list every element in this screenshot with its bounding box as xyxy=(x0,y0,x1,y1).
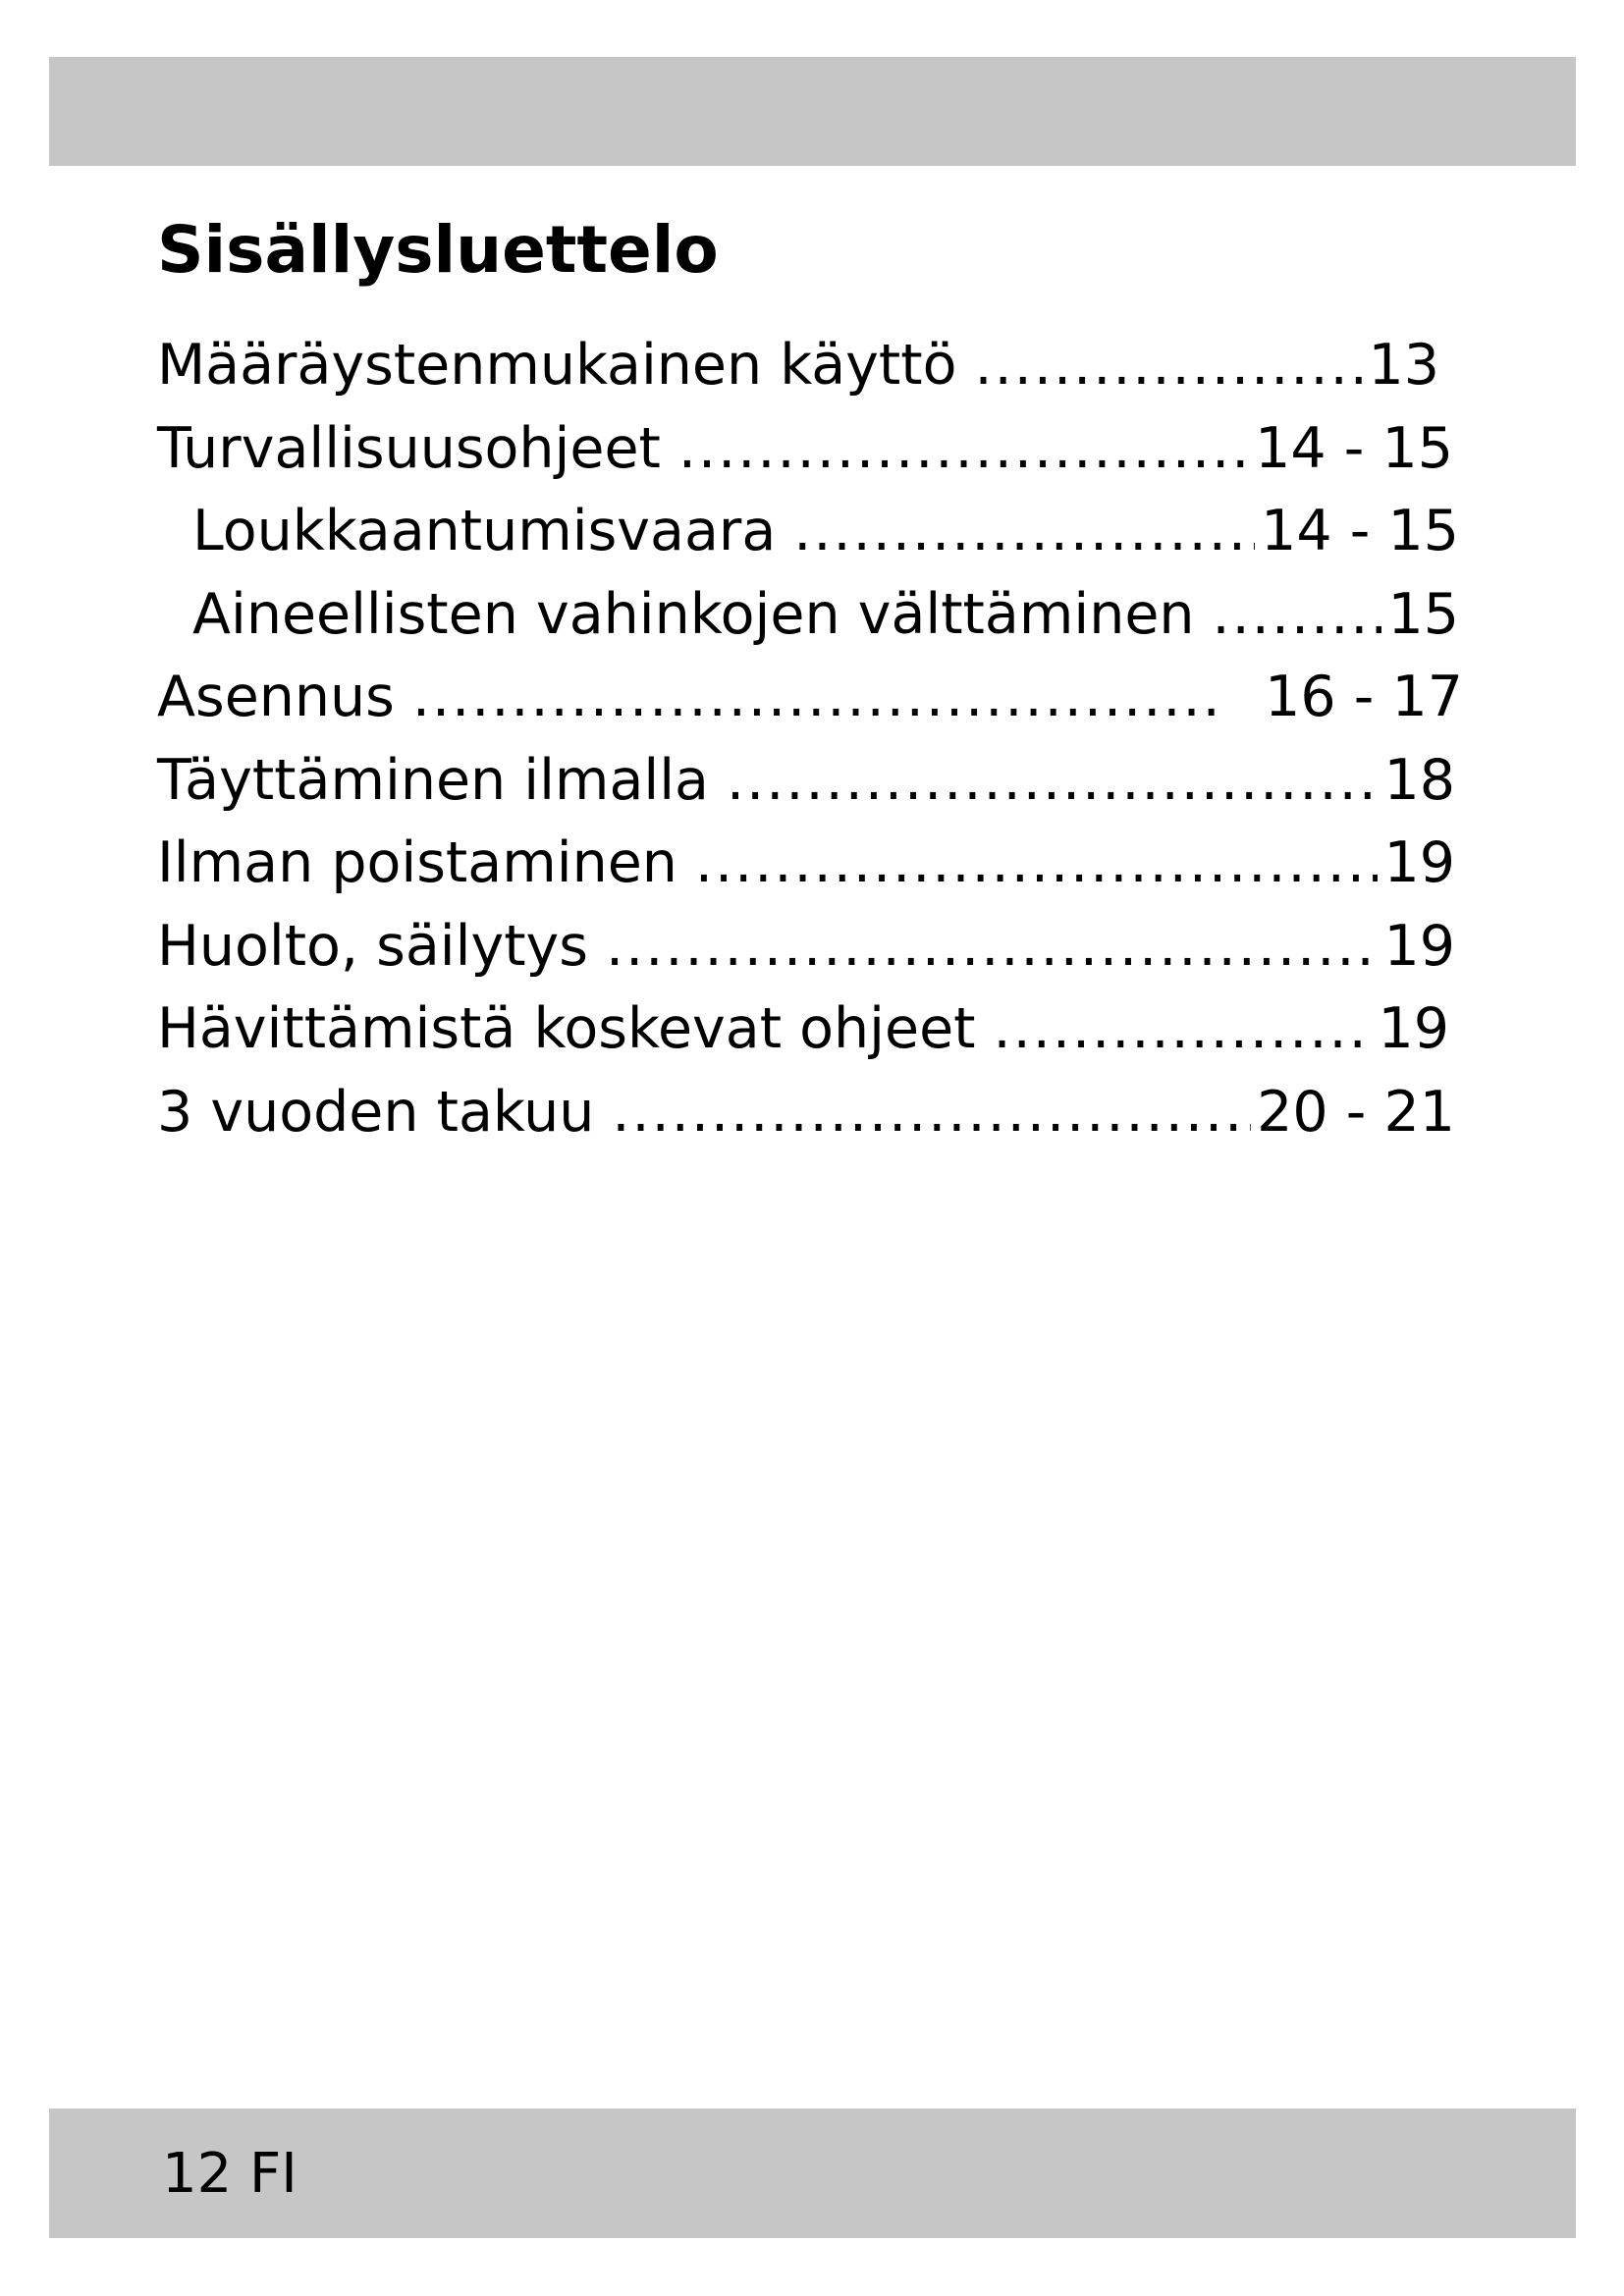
toc-leader-dots xyxy=(606,905,1379,988)
toc-entry[interactable] xyxy=(157,1071,1455,1154)
toc-entry[interactable] xyxy=(157,905,1455,988)
toc-entry-label: Hävittämistä koskevat ohjeet xyxy=(157,996,976,1061)
toc-leader-dots xyxy=(678,407,1249,491)
toc-leader-dots xyxy=(612,1071,1251,1154)
toc-entry-label: Aineellisten vahinkojen välttäminen xyxy=(192,581,1195,647)
toc-entry[interactable] xyxy=(157,324,1439,407)
toc-entry-label: Määräystenmukainen käyttö xyxy=(157,333,957,398)
toc-leader-dots xyxy=(994,988,1373,1071)
header-bar xyxy=(49,57,1576,166)
toc-entry-page: 19 xyxy=(1383,830,1455,895)
toc-entry[interactable] xyxy=(157,739,1455,823)
toc-entry-label: Täyttäminen ilmalla xyxy=(157,747,709,813)
toc-entry-page: 19 xyxy=(1378,996,1449,1061)
toc-entry-label: Turvallisuusohjeet xyxy=(157,415,661,481)
toc-entry-label: Asennus xyxy=(157,665,395,729)
table-of-contents xyxy=(157,206,1473,1153)
toc-entry[interactable] xyxy=(157,656,1463,739)
toc-entry-page: 18 xyxy=(1383,747,1455,813)
toc-leader-dots xyxy=(412,656,1227,739)
toc-list xyxy=(157,324,1473,1153)
toc-entry-label: Loukkaantumisvaara xyxy=(192,499,777,563)
toc-entry-page: 19 xyxy=(1383,913,1455,979)
toc-entry-sub[interactable] xyxy=(157,490,1459,573)
toc-entry-label: Ilman poistaminen xyxy=(157,830,677,895)
toc-entry[interactable] xyxy=(157,988,1449,1071)
toc-title: Sisällysluettelo xyxy=(157,212,719,288)
toc-entry-label: 3 vuoden takuu xyxy=(157,1079,595,1145)
toc-entry-page: 13 xyxy=(1368,333,1439,398)
toc-leader-dots xyxy=(793,490,1255,573)
toc-leader-dots xyxy=(974,324,1362,407)
toc-entry-label: Huolto, säilytys xyxy=(157,913,588,979)
toc-leader-dots xyxy=(695,822,1379,905)
toc-entry-page: 20 - 21 xyxy=(1257,1079,1455,1145)
toc-entry-page: 16 - 17 xyxy=(1265,665,1463,729)
toc-entry-sub[interactable] xyxy=(157,573,1459,657)
toc-entry[interactable] xyxy=(157,407,1453,491)
toc-entry-page: 14 - 15 xyxy=(1261,499,1459,563)
page-number: 12 FI xyxy=(162,2142,298,2206)
toc-entry-page: 14 - 15 xyxy=(1255,415,1453,481)
toc-entry[interactable] xyxy=(157,822,1455,905)
toc-entry-page: 15 xyxy=(1387,581,1459,647)
toc-leader-dots xyxy=(727,739,1378,823)
toc-leader-dots xyxy=(1213,573,1382,657)
